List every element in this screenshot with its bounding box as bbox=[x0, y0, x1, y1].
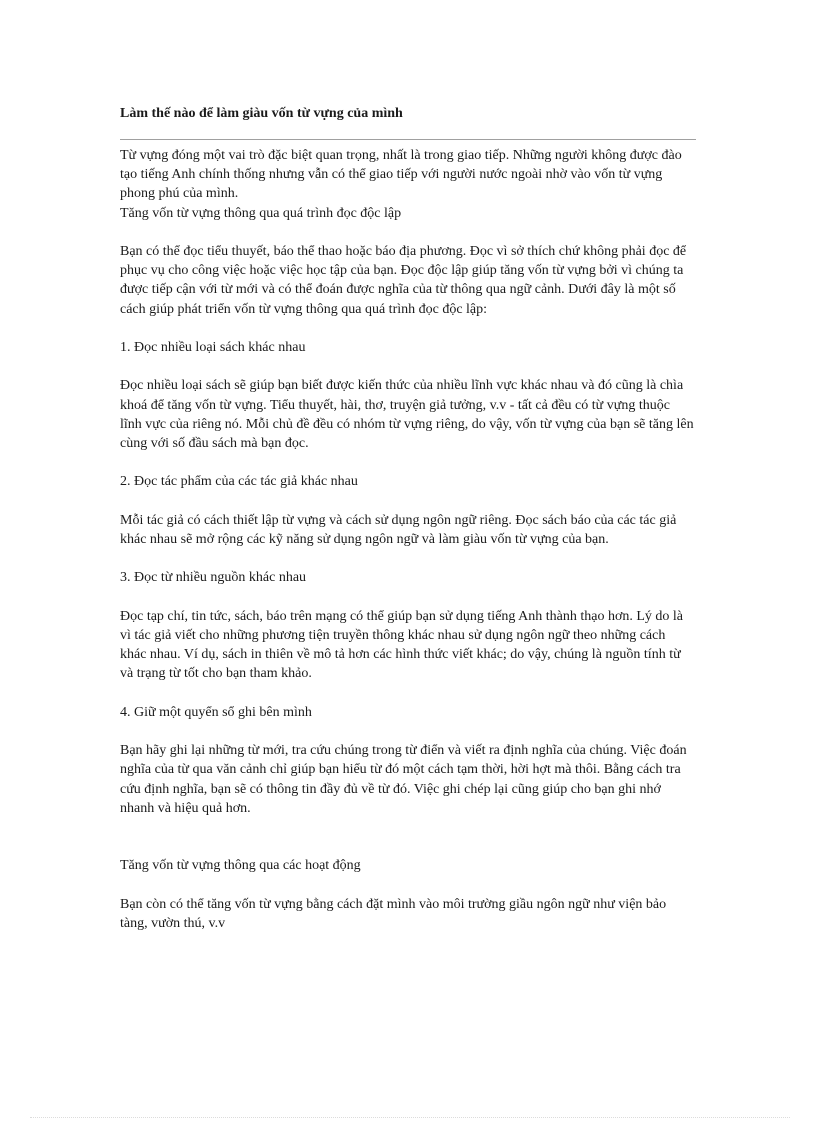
tip-heading: 1. Đọc nhiều loại sách khác nhau bbox=[120, 340, 306, 355]
section-activities-body: Bạn còn có thể tăng vốn từ vựng bằng cách đặt mình vào môi trường giầu ngôn ngữ như viện bảo tàng, vườn thú, v.v bbox=[120, 896, 667, 931]
document-body bbox=[120, 146, 695, 933]
tip-heading: 2. Đọc tác phẩm của các tác giả khác nhau bbox=[120, 474, 358, 490]
page-bottom-edge bbox=[30, 1117, 790, 1118]
section-independent-reading-body: Bạn có thể đọc tiểu thuyết, báo thể thao hoặc báo địa phương. Đọc vì sở thích chứ không phải đọc để phục vụ cho công việc hoặc việc học tập của bạn. Đọc độc lập giúp tăng vốn từ vựng bởi vì chúng ta được tiếp cận với từ mới và có thể đoán được nghĩa của từ thông qua ngữ cảnh. Dưới đây là một số cách giúp phát triển vốn từ vựng thông qua quá trình đọc độc lập: bbox=[120, 244, 687, 317]
tip-heading: 4. Giữ một quyển sổ ghi bên mình bbox=[120, 704, 312, 720]
tip-body: Đọc nhiều loại sách sẽ giúp bạn biết được kiến thức của nhiều lĩnh vực khác nhau và đó cũng là chìa khoá để tăng vốn từ vựng. Tiểu thuyết, hài, thơ, truyện giả tưởng, v.v - tất cả đều có từ vựng thuộc lĩnh vực của riêng nó. Mỗi chủ đề đều có nhóm từ vựng riêng, do vậy, vốn từ vựng của bạn sẽ tăng lên cùng với số đầu sách mà bạn đọc. bbox=[120, 378, 694, 451]
tip-heading: 3. Đọc từ nhiều nguồn khác nhau bbox=[120, 570, 307, 586]
section-heading-activities: Tăng vốn từ vựng thông qua các hoạt động bbox=[120, 858, 361, 874]
section-heading-independent-reading: Tăng vốn từ vựng thông qua quá trình đọc độc lập bbox=[120, 205, 402, 221]
tip-body: Bạn hãy ghi lại những từ mới, tra cứu chúng trong từ điển và viết ra định nghĩa của chúng. Việc đoán nghĩa của từ qua văn cảnh chỉ giúp bạn hiểu từ đó một cách tạm thời, hời hợt mà thôi. Bằng cách tra cứu định nghĩa, bạn sẽ có thông tin đầy đủ về từ đó. Việc ghi chép lại cũng giúp cho bạn ghi nhớ nhanh và hiệu quả hơn. bbox=[120, 743, 687, 816]
tip-body: Mỗi tác giả có cách thiết lập từ vựng và cách sử dụng ngôn ngữ riêng. Đọc sách báo của các tác giả khác nhau sẽ mở rộng các kỹ năng sử dụng ngôn ngữ và làm giàu vốn từ vựng của bạn. bbox=[120, 512, 677, 547]
intro-paragraph: Từ vựng đóng một vai trò đặc biệt quan trọng, nhất là trong giao tiếp. Những người không được đào tạo tiếng Anh chính thống nhưng vẫn có thể giao tiếp với người nước ngoài nhờ vào vốn từ vựng phong phú của mình. bbox=[120, 148, 682, 202]
document-title: Làm thế nào để làm giàu vốn từ vựng của mình bbox=[120, 106, 403, 121]
tip-body: Đọc tạp chí, tin tức, sách, báo trên mạng có thể giúp bạn sử dụng tiếng Anh thành thạo hơn. Lý do là vì tác giả viết cho những phương tiện truyền thông khác nhau sử dụng ngôn ngữ theo những cách khác nhau. Ví dụ, sách in thiên về mô tả hơn các hình thức viết khác; do vậy, chúng là nguồn tính từ và trạng từ tốt cho bạn tham khảo. bbox=[120, 608, 684, 682]
title-divider bbox=[120, 139, 696, 140]
